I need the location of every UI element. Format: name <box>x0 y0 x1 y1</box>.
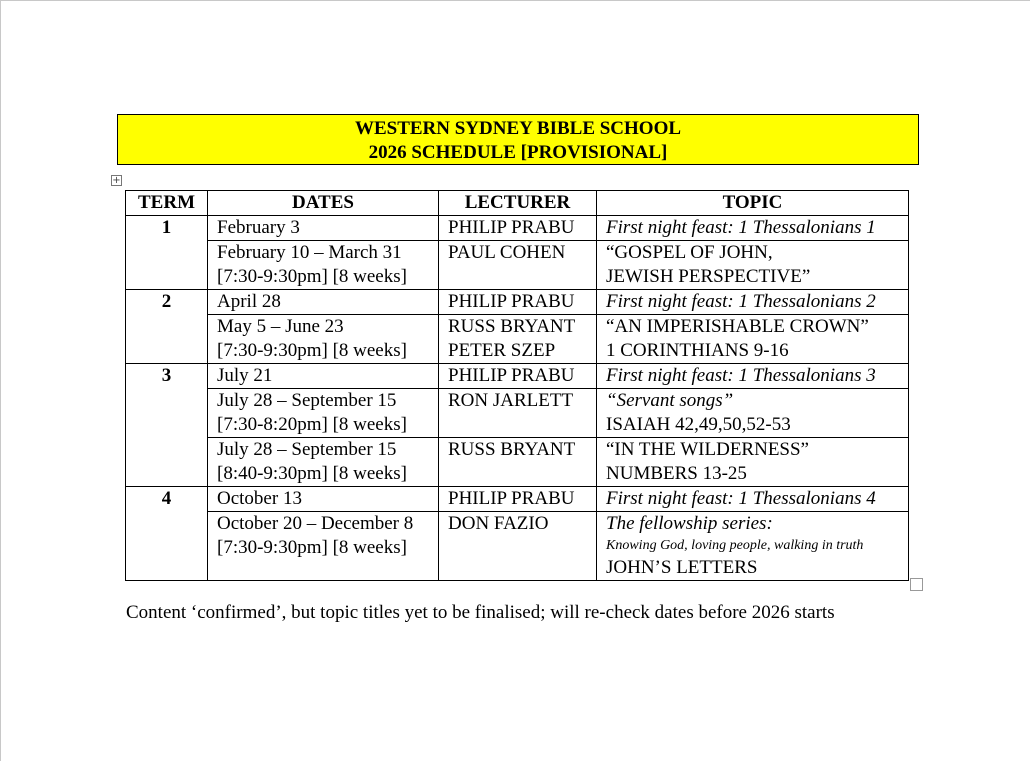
lecturer-cell <box>439 438 597 487</box>
header-topic: TOPIC <box>597 191 909 216</box>
table-row <box>126 438 909 487</box>
topic-cell <box>597 290 909 315</box>
topic-line: First night feast: 1 Thessalonians 2 <box>606 291 876 312</box>
table-row <box>126 364 909 389</box>
topic-line: First night feast: 1 Thessalonians 4 <box>606 488 876 509</box>
term-number: 3 <box>126 364 208 487</box>
lecturer-cell <box>439 487 597 512</box>
dates-cell <box>208 241 439 290</box>
table-row <box>126 241 909 290</box>
header-dates: DATES <box>208 191 439 216</box>
lecturer-line: DON FAZIO <box>448 513 549 534</box>
title-line-1: WESTERN SYDNEY BIBLE SCHOOL <box>354 118 682 139</box>
dates-line: May 5 – June 23 <box>217 316 344 337</box>
lecturer-cell <box>439 512 597 581</box>
lecturer-line: RUSS BRYANT <box>448 439 576 460</box>
topic-line: ISAIAH 42,49,50,52-53 <box>606 414 791 435</box>
dates-line: April 28 <box>217 291 281 312</box>
topic-cell <box>597 389 909 438</box>
topic-line: JOHN’S LETTERS <box>606 557 758 578</box>
topic-line: JEWISH PERSPECTIVE” <box>606 266 811 287</box>
lecturer-cell <box>439 364 597 389</box>
topic-line: “Servant songs” <box>606 390 734 411</box>
lecturer-cell <box>439 389 597 438</box>
term-number: 1 <box>126 216 208 290</box>
topic-cell <box>597 512 909 581</box>
dates-line: July 21 <box>217 365 273 386</box>
table-row <box>126 290 909 315</box>
dates-cell <box>208 487 439 512</box>
table-row <box>126 315 909 364</box>
lecturer-line: PAUL COHEN <box>448 242 566 263</box>
lecturer-line: RON JARLETT <box>448 390 574 411</box>
table-row <box>126 487 909 512</box>
table-row <box>126 389 909 438</box>
topic-line: NUMBERS 13-25 <box>606 463 747 484</box>
lecturer-cell <box>439 216 597 241</box>
table-row <box>126 216 909 241</box>
dates-line: [7:30-8:20pm] [8 weeks] <box>217 414 407 435</box>
lecturer-line: PHILIP PRABU <box>448 217 575 238</box>
dates-line: October 20 – December 8 <box>217 513 414 534</box>
lecturer-cell <box>439 315 597 364</box>
schedule-body <box>126 216 909 581</box>
topic-line: The fellowship series: <box>606 513 773 534</box>
dates-line: [7:30-9:30pm] [8 weeks] <box>217 266 407 287</box>
term-number: 4 <box>126 487 208 581</box>
topic-line: First night feast: 1 Thessalonians 3 <box>606 365 876 386</box>
resize-square-icon[interactable] <box>910 578 923 591</box>
dates-cell <box>208 389 439 438</box>
topic-line: First night feast: 1 Thessalonians 1 <box>606 217 876 238</box>
dates-line: July 28 – September 15 <box>217 439 397 460</box>
topic-line: “GOSPEL OF JOHN, <box>606 242 773 263</box>
lecturer-cell <box>439 290 597 315</box>
table-row <box>126 512 909 581</box>
dates-line: [7:30-9:30pm] [8 weeks] <box>217 340 407 361</box>
lecturer-cell <box>439 241 597 290</box>
term-number: 2 <box>126 290 208 364</box>
lecturer-line: PHILIP PRABU <box>448 488 575 509</box>
lecturer-line: RUSS BRYANT <box>448 316 576 337</box>
title-line-2: 2026 SCHEDULE [PROVISIONAL] <box>368 142 668 163</box>
lecturer-line: PETER SZEP <box>448 340 556 361</box>
move-cross-icon[interactable]: + <box>112 175 121 186</box>
dates-line: July 28 – September 15 <box>217 390 397 411</box>
header-term: TERM <box>126 191 208 216</box>
topic-cell <box>597 216 909 241</box>
page-edge-top <box>0 0 1030 1</box>
dates-cell <box>208 315 439 364</box>
dates-line: October 13 <box>217 488 302 509</box>
dates-cell <box>208 512 439 581</box>
dates-cell <box>208 216 439 241</box>
lecturer-line: PHILIP PRABU <box>448 365 575 386</box>
topic-line: “AN IMPERISHABLE CROWN” <box>606 316 869 337</box>
dates-cell <box>208 438 439 487</box>
dates-cell <box>208 290 439 315</box>
header-lecturer: LECTURER <box>439 191 597 216</box>
page-edge-left <box>0 0 1 761</box>
dates-line: February 3 <box>217 217 300 238</box>
topic-cell <box>597 438 909 487</box>
topic-cell <box>597 487 909 512</box>
topic-line: “IN THE WILDERNESS” <box>606 439 809 460</box>
topic-cell <box>597 364 909 389</box>
topic-line: Knowing God, loving people, walking in truth <box>606 538 864 553</box>
topic-line: 1 CORINTHIANS 9-16 <box>606 340 789 361</box>
dates-line: [8:40-9:30pm] [8 weeks] <box>217 463 407 484</box>
dates-line: February 10 – March 31 <box>217 242 402 263</box>
lecturer-line: PHILIP PRABU <box>448 291 575 312</box>
dates-cell <box>208 364 439 389</box>
topic-cell <box>597 315 909 364</box>
footnote: Content ‘confirmed’, but topic titles yet to be finalised; will re-check dates before 2026 starts <box>126 602 835 623</box>
schedule-title-box <box>117 114 919 165</box>
topic-cell <box>597 241 909 290</box>
schedule-table <box>125 190 909 581</box>
table-header-row <box>126 191 909 216</box>
dates-line: [7:30-9:30pm] [8 weeks] <box>217 537 407 558</box>
